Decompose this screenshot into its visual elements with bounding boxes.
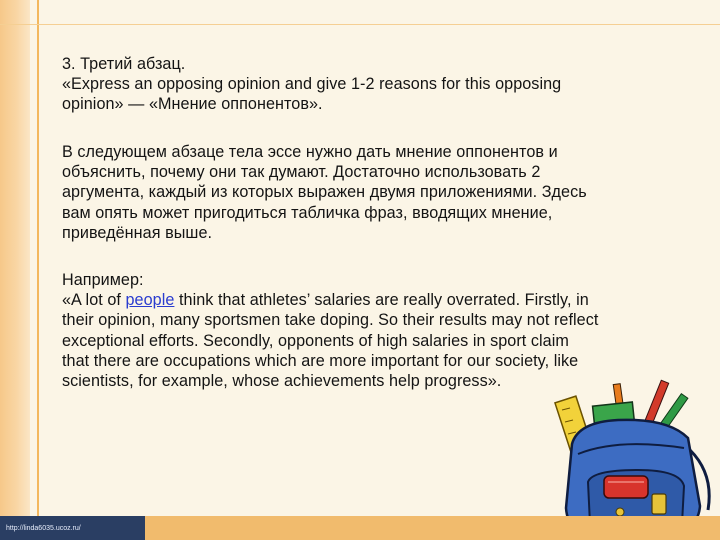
- explanation-line: вам опять может пригодиться табличка фраз, вводящих мнение,: [62, 203, 553, 222]
- example-line: [62, 290, 672, 310]
- explanation-paragraph: [62, 142, 672, 243]
- example-line: exceptional efforts. Secondly, opponents of high salaries in sport claim: [62, 331, 569, 350]
- explanation-line: объяснить, почему они так думают. Достаточно использовать 2: [62, 163, 541, 182]
- paragraph-title: 3. Третий абзац.: [62, 55, 186, 73]
- example-text: think that athletes’ salaries are really overrated. Firstly, in: [174, 291, 589, 310]
- example-line: that there are occupations which are more important for our society, like: [62, 351, 579, 370]
- example-text: «A lot of: [62, 291, 126, 310]
- paragraph-title-translation: opinion» — «Мнение оппонентов».: [62, 95, 323, 114]
- paragraph-title-english: «Express an opposing opinion and give 1-2 reasons for this opposing: [62, 75, 562, 94]
- people-link[interactable]: people: [125, 291, 175, 310]
- left-accent-line: [37, 0, 39, 540]
- footer-url[interactable]: http://linda6035.ucoz.ru/: [6, 525, 81, 532]
- explanation-line: приведённая выше.: [62, 223, 213, 242]
- example-line: their opinion, many sportsmen take doping. So their results may not reflect: [62, 311, 599, 330]
- explanation-line: В следующем абзаце тела эссе нужно дать мнение оппонентов и: [62, 143, 558, 161]
- example-paragraph: [62, 270, 672, 391]
- example-line: scientists, for example, whose achievements help progress».: [62, 372, 502, 391]
- explanation-line: аргумента, каждый из которых выражен двумя приложениями. Здесь: [62, 183, 587, 202]
- example-label: Например:: [62, 271, 144, 289]
- paragraph-heading-block: [62, 54, 672, 115]
- left-decorative-bar: [0, 0, 30, 540]
- top-accent-line: [0, 24, 720, 25]
